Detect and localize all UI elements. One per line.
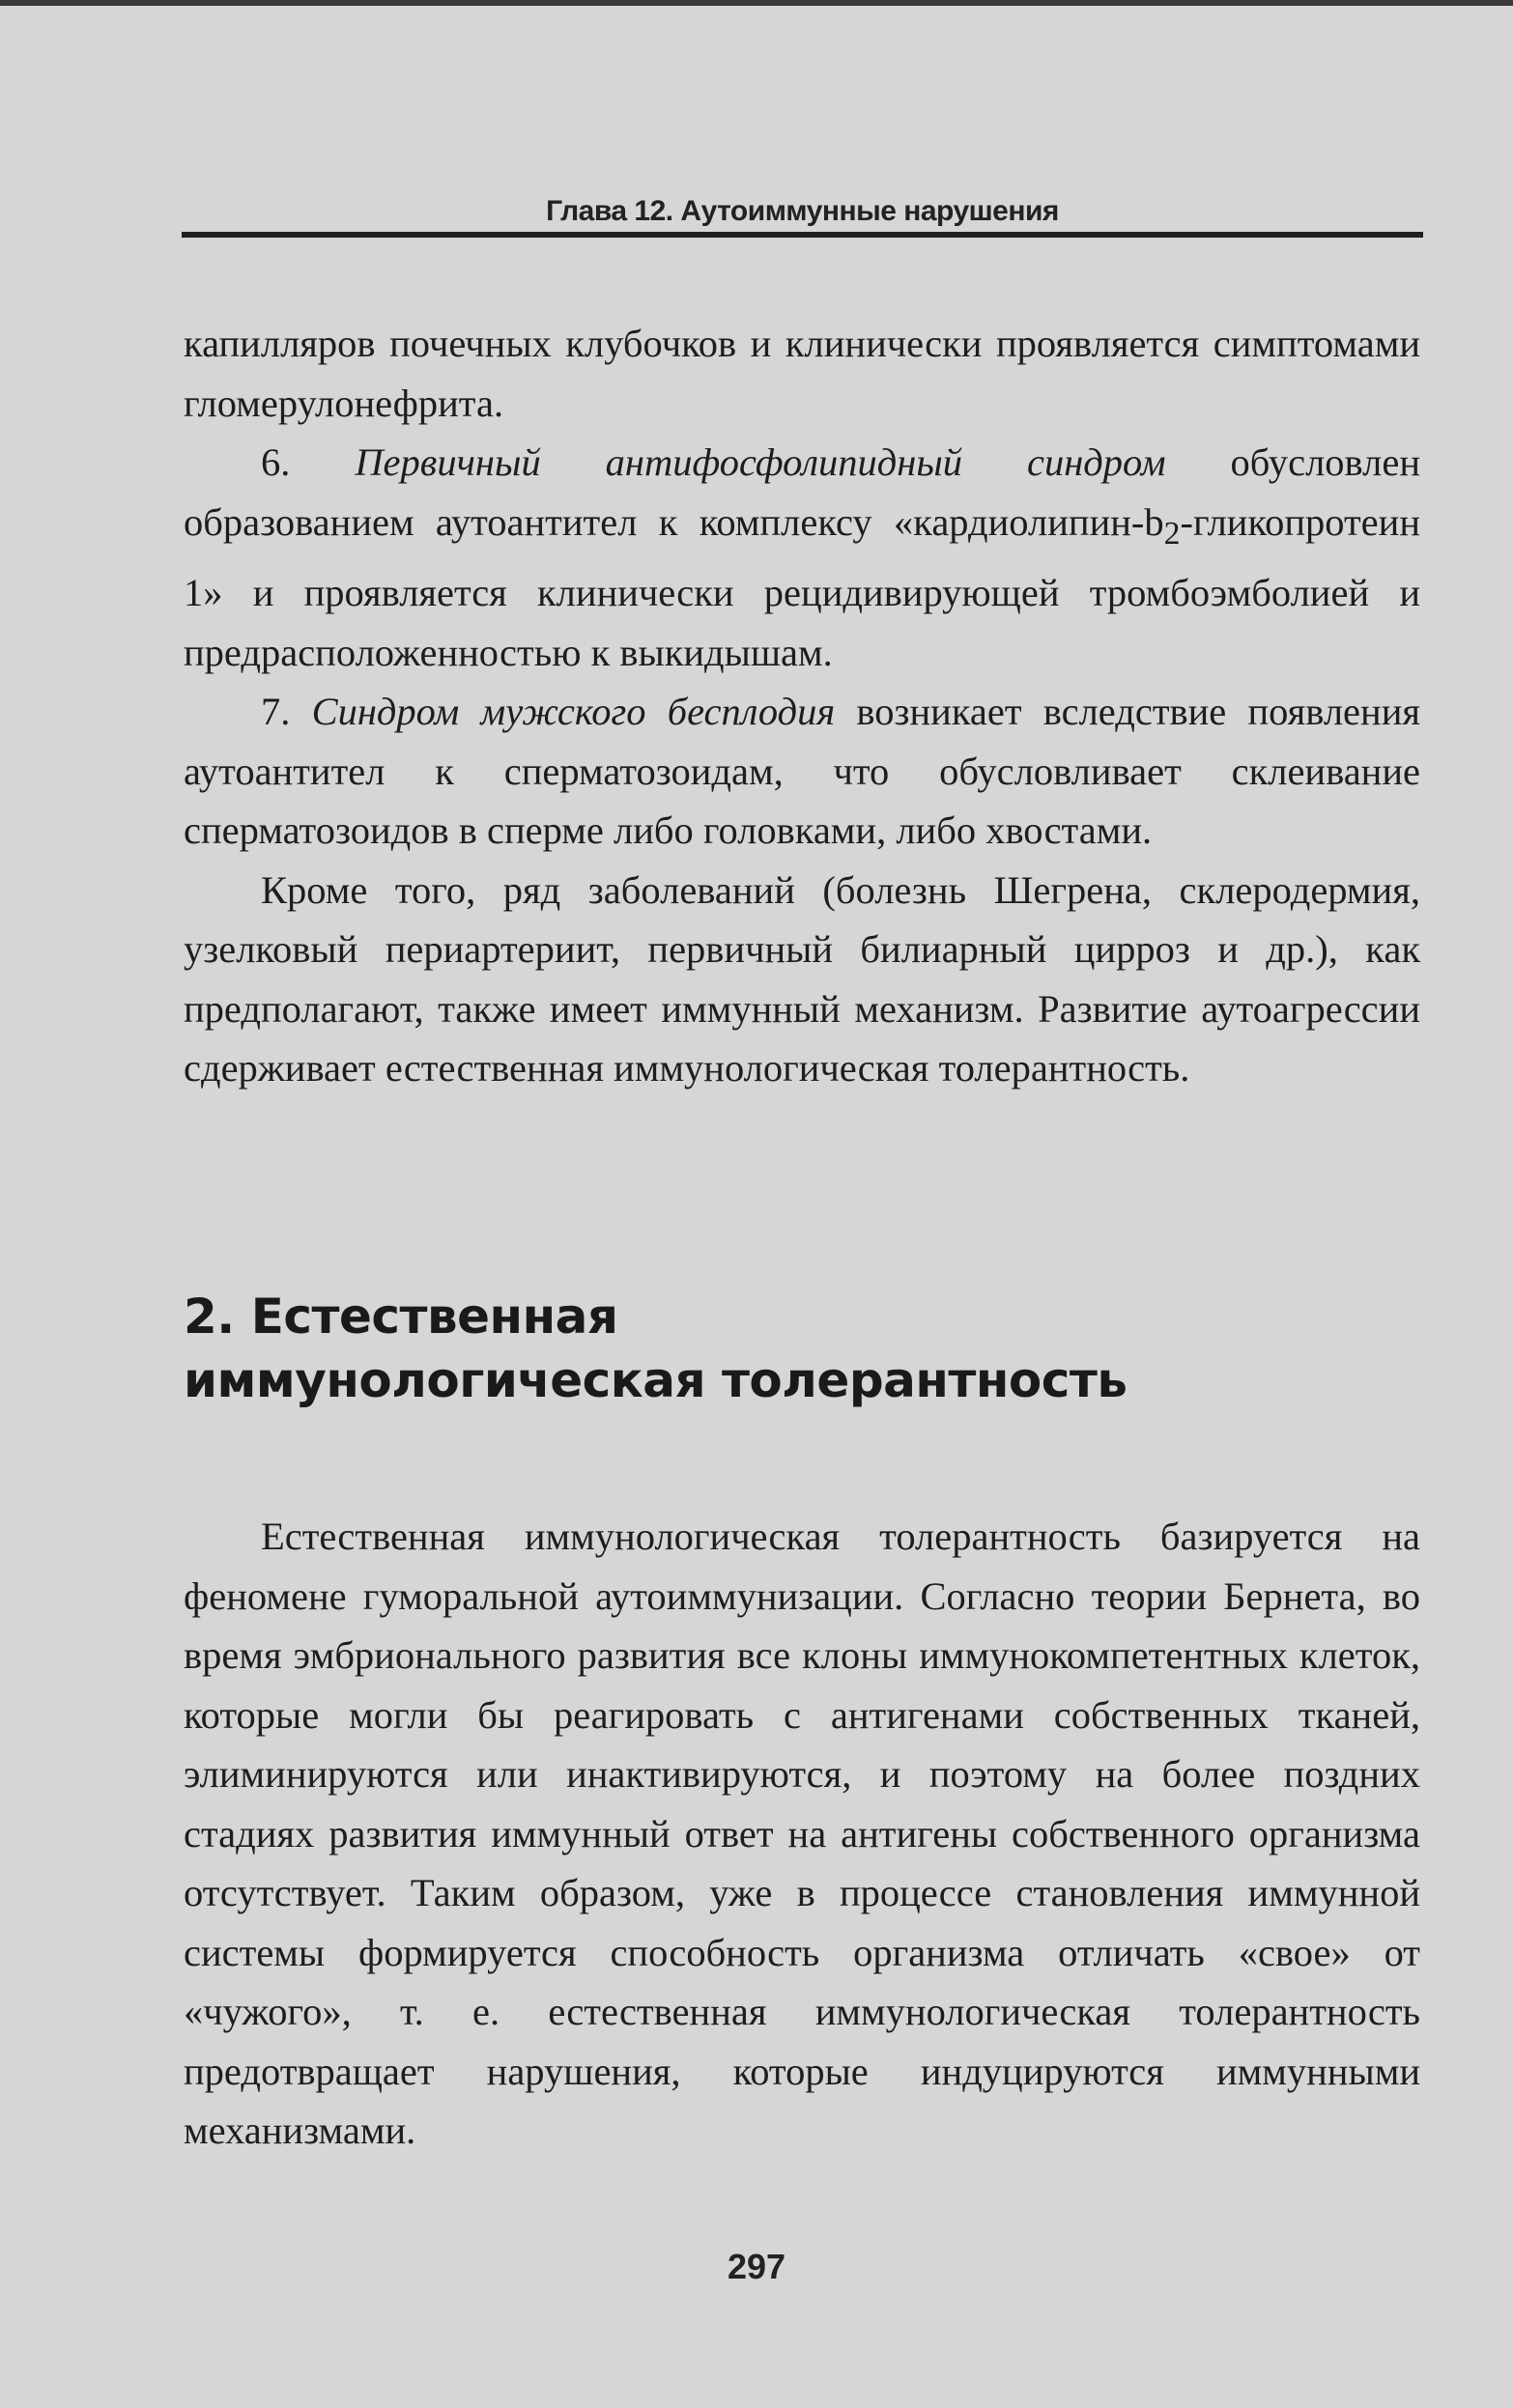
paragraph-item-7: [184, 682, 1420, 861]
section-heading: [184, 1285, 1420, 1412]
item-6-text-a: обусловлен образованием аутоантител к комплексу «кардиолипин-b: [184, 440, 1420, 544]
paragraph-continued: капилляров почечных клубочков и клинически проявляется симптомами гломерулонефрита.: [184, 322, 1420, 425]
item-7-text: возникает вследствие появления аутоантител к сперматозоидам, что обусловливает склеивание сперматозоидов в сперме либо головками, либо хвостами.: [184, 690, 1420, 853]
body-text-section-1: [184, 314, 1420, 1098]
item-6-term: Первичный антифосфолипидный синдром: [355, 440, 1166, 484]
running-header: Глава 12. Аутоиммунные нарушения: [546, 195, 1059, 227]
page-top-edge: [0, 0, 1513, 6]
page-number: 297: [727, 2247, 786, 2286]
section-heading-line-2: иммунологическая толерантность: [184, 1352, 1128, 1408]
item-7-number: 7.: [261, 690, 291, 734]
body-text-section-2: [184, 1507, 1420, 2161]
section-heading-line-1: 2. Естественная: [184, 1289, 618, 1345]
header-rule: [182, 232, 1423, 238]
paragraph-tolerance: Естественная иммунологическая толерантность базируется на феномене гуморальной аутоиммунизации. Согласно теории Бернета, во время эмбрионального развития все клоны иммунокомпетентных клеток, которые могли бы реагировать с антигенами собственных тканей, элиминируются или инактивируются, и поэтому на более поздних стадиях развития иммунный ответ на антигены собственного организма отсутствует. Таким образом, уже в процессе становления иммунной системы формируется способность организма отличать «свое» от «чужого», т. е. естественная иммунологическая толерантность предотвращает нарушения, которые индуцируются иммунными механизмами.: [184, 1515, 1420, 2152]
paragraph-besides: Кроме того, ряд заболеваний (болезнь Шегрена, склеродермия, узелковый периартериит, первичный билиарный цирроз и др.), как предполагают, также имеет иммунный механизм. Развитие аутоагрессии сдерживает естественная иммунологическая толерантность.: [184, 867, 1420, 1091]
paragraph-item-6: [184, 433, 1420, 682]
item-6-subscript: 2: [1163, 515, 1181, 552]
item-6-number: 6.: [261, 440, 291, 484]
item-7-term: Синдром мужского бесплодия: [311, 690, 836, 734]
item-6-text-b: -гликопротеин 1» и проявляется клинически рецидивирующей тромбоэмболией и предрасположенностью к выкидышам.: [184, 499, 1420, 674]
